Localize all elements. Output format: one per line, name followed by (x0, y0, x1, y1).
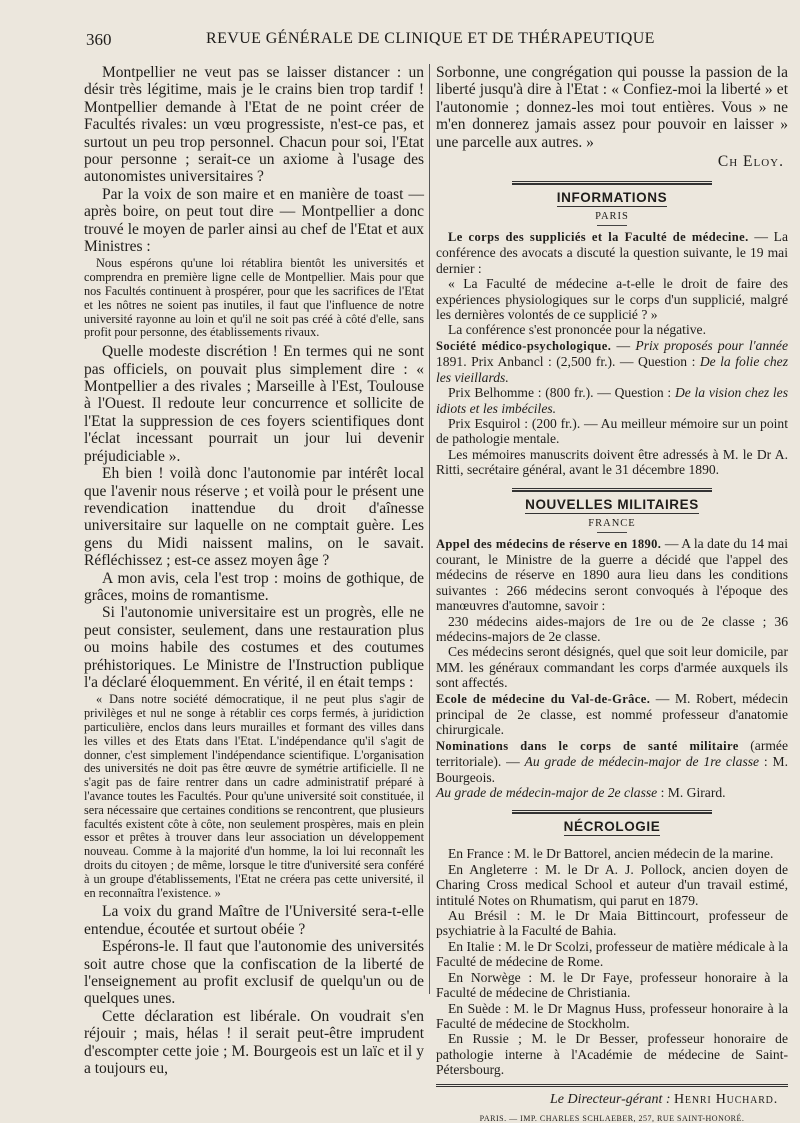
news-item: Nominations dans le corps de santé militaire (armée territoriale). — Au grade de médecin-major de 1re classe : M. Bourgeois. (436, 737, 788, 785)
paragraph: Espérons-le. Il faut que l'autonomie des universités soit autre chose que la confiscation de la liberté de l'enseignement au profit exclusif de quelqu'un ou de quelques unes. (84, 938, 424, 1008)
running-title: REVUE GÉNÉRALE DE CLINIQUE ET DE THÉRAPEUTIQUE (206, 30, 655, 47)
director-signature: Le Directeur-gérant : Henri Huchard. (550, 1091, 778, 1107)
obituary-item: En Angleterre : M. le Dr A. J. Pollock, ancien doyen de Charing Cross medical School et auteur d'un travail estimé, intitulé Notes on Rhumatism, qui parut en 1879. (436, 861, 788, 908)
author-signature: Ch Eloy. (717, 153, 784, 171)
news-item: Le corps des suppliciés et la Faculté de médecine. — La conférence des avocats a discuté la question suivante, le 19 mai dernier : (436, 229, 788, 276)
paragraph: Eh bien ! voilà donc l'autonomie par intérêt local que l'avenir nous réserve ; et voilà pour le présent une revendication inattendue du droit d'aînesse universitaire sur laquelle on ne comptait guère. Les gens du Midi naissent malins, on le savait. Réfléchissez ; est-ce assez moyen âge ? (84, 465, 424, 570)
block-quote: « Dans notre société démocratique, il ne peut plus s'agir de privilèges et nul ne songe à rétablir ces corps fermés, à juridiction particulière, enclos dans leurs murailles et formant des villes dans les villes et des Etats dans l'Etat. L'indépendance qu'il s'agit de donner, c'est simplement l'indépendance scientifique. L'organisation des universités ne doit pas être œuvre de symétrie artificielle. Il ne s'agit pas de faire rentrer dans un cadre administratif préparé à l'avance toutes les Facultés. Pour qu'une université soit constituée, il sera nécessaire que certaines conditions se rencontrent, que plusieurs facultés existent côte à côte, non seulement prospères, mais en plein essor et prêtes à trouver dans leur association un développement nouveau. Comme à la majorité d'un homme, la loi lui reconnaît les droits du citoyen ; de même, lorsque le titre d'université sera conféré à un groupe d'établissements, l'Etat ne créera pas cette université, il en reconnaîtra l'existence. » (84, 692, 424, 900)
news-item: « La Faculté de médecine a-t-elle le droit de faire des expériences physiologiques sur le corps d'un supplicié, malgré les dernières volontés de ce supplicié ? » (436, 276, 788, 323)
news-item: Société médico-psychologique. — Prix proposés pour l'année 1891. Prix Anbancl : (2,500 fr.). — Question : De la folie chez les vieillards. (436, 337, 789, 385)
paragraph: La voix du grand Maître de l'Université sera-t-elle entendue, écoutée et surtout obéie ? (84, 903, 424, 938)
section-necrologie (436, 810, 788, 836)
news-item: Au grade de médecin-major de 2e classe : M. Girard. (436, 785, 726, 801)
obituary-item: En Italie : M. le Dr Scolzi, professeur de matière médicale à la Faculté de médecine de Rome. (436, 938, 788, 970)
section-nouvelles-militaires (436, 488, 788, 514)
obituary-item: En Russie ; M. le Dr Besser, professeur honoraire de pathologie interne à l'Académie de médecine de Saint-Pétersbourg. (436, 1031, 788, 1078)
obituary-item: En Norwège : M. le Dr Faye, professeur honoraire à la Faculté de médecine de Christiania. (436, 969, 788, 1001)
page-header (86, 28, 786, 52)
news-item: Prix Belhomme : (800 fr.). — Question : De la vision chez les idiots et les imbéciles. (436, 385, 789, 416)
news-item: La conférence s'est prononcée pour la négative. (448, 322, 706, 338)
section-title: NÉCROLOGIE (563, 819, 661, 835)
column-divider (429, 64, 430, 994)
section-title: NOUVELLES MILITAIRES (525, 496, 699, 512)
left-column (84, 64, 424, 1077)
right-column (436, 64, 789, 1123)
printer-imprint: PARIS. — IMP. CHARLES SCHLAEBER, 257, RUE SAINT-HONORÉ. (479, 1113, 745, 1123)
news-item: Ecole de médecine du Val-de-Grâce. — M. Robert, médecin principal de 2e classe, est nommé professeur d'anatomie chirurgicale. (436, 690, 788, 738)
page-number: 360 (86, 30, 112, 49)
subsection-label: PARIS (595, 211, 629, 223)
paragraph: Quelle modeste discrétion ! En termes qui ne sont pas officiels, on pouvait plus simplement dire : « Montpellier a des rivales ; Marseille à l'Est, Toulouse à l'Ouest. Il redoute leur concurrence et sollicite de l'Etat la suppression de ces foyers scientifiques dont l'éclat incessant pourrait un jour lui devenir préjudiciable ». (84, 343, 424, 465)
paragraph: A mon avis, cela l'est trop : moins de gothique, de grâces, moins de romantisme. (84, 569, 424, 604)
obituary-item: En Suède : M. le Dr Magnus Huss, professeur honoraire à la Faculté de médecine de Stockholm. (436, 1000, 788, 1031)
news-item: Prix Esquirol : (200 fr.). — Au meilleur mémoire sur un point de pathologie mentale. (436, 415, 788, 447)
subsection-label: FRANCE (588, 517, 636, 529)
paragraph: Cette déclaration est libérale. On voudrait s'en réjouir ; mais, hélas ! il serait peut-être imprudent d'escompter cette joie ; M. Bourgeois est un laïc et il y a toujours eu, (84, 1007, 424, 1077)
news-item: Appel des médecins de réserve en 1890. — A la date du 14 mai courant, le Ministre de la guerre a décidé que l'appel des médecins de réserve en 1890 aura lieu dans les conditions suivantes : 266 médecins seront convoqués à l'époque des manœuvres d'automne, savoir : (436, 535, 788, 614)
paragraph: Si l'autonomie universitaire est un progrès, elle ne peut consister, seulement, dans une restauration plus ou moins habile des costumes et des coutumes préhistoriques. Le Ministre de l'Instruction publique l'a déclaré éloquemment. En vérité, il en était temps : (84, 604, 424, 691)
news-item: Ces médecins seront désignés, quel que soit leur domicile, par MM. les généraux commandant les corps d'armée auxquels ils sont affectés. (436, 644, 788, 691)
news-item: Les mémoires manuscrits doivent être adressés à M. le Dr A. Ritti, secrétaire général, avant le 31 décembre 1890. (436, 446, 788, 478)
section-informations (436, 181, 788, 207)
paragraph: Par la voix de son maire et en manière de toast — après boire, on peut tout dire — Montpellier a donc trouvé le moyen de parler ainsi au chef de l'Etat et aux Ministres : (84, 185, 424, 256)
obituary-item: Au Brésil : M. le Dr Maia Bittincourt, professeur de psychiatrie à la Faculté de Bahia. (436, 908, 788, 939)
paragraph: Montpellier ne veut pas se laisser distancer : un désir très légitime, mais je le crains bien trop tardif ! Montpellier demande à l'Etat de ne point créer de Facultés rivales: un vœu progressiste, n'est-ce pas, et surtout un peu trop personnel. Chacun pour soi, l'Etat pour personne ; serait-ce un axiome à l'usage des autonomistes universitaires ? (84, 64, 424, 186)
news-item: 230 médecins aides-majors de 1re ou de 2e classe ; 36 médecins-majors de 2e classe. (436, 613, 788, 644)
obituary-item: En France : M. le Dr Battorel, ancien médecin de la marine. (448, 846, 774, 862)
block-quote: Nous espérons qu'une loi rétablira bientôt les universités et comprendra en première ligne celle de Montpellier. Mais pour que nos Facultés continuent à prospérer, pour que les sacrifices de l'Etat et les nôtres ne soient pas inutiles, il faut que l'influence de notre université rayonne au loin et qu'il ne soit pas créé à côté d'elle, sans profit pour personne, des établissements rivaux. (84, 256, 424, 340)
footer-rule (436, 1084, 788, 1087)
paragraph: Sorbonne, une congrégation qui pousse la passion de la liberté jusqu'à dire à l'Etat : « Confiez-moi la liberté » et l'autonomie ; donnez-les moi tout entières. Vous » ne m'en donnerez jamais assez pour pouvoir en laisser » une parcelle aux autres. » (436, 64, 788, 151)
section-title: INFORMATIONS (556, 190, 668, 206)
